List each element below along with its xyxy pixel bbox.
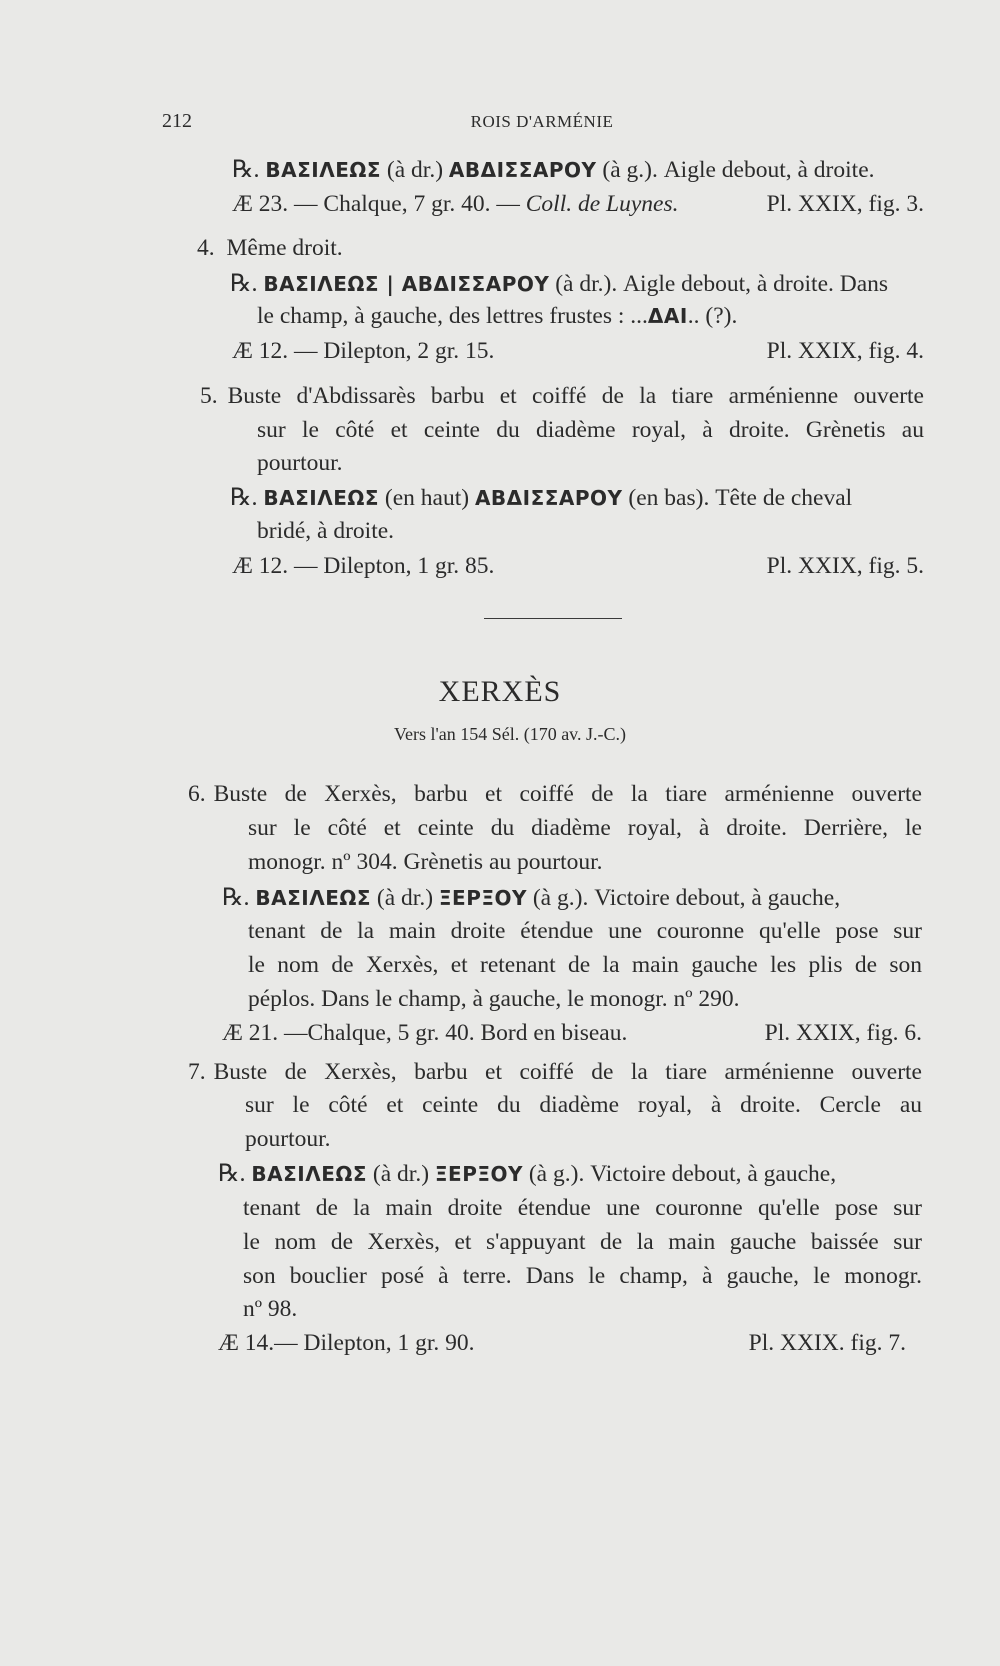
entry-number: 5. xyxy=(200,383,218,409)
entry-6-description: Æ 21. —Chalque, 5 gr. 40. Bord en biseau. Pl. XXIX, fig. 6. xyxy=(222,1020,922,1046)
collection-name: Coll. de Luynes. xyxy=(525,191,679,217)
entry-5-reverse-line-2: bridé, à droite. xyxy=(257,518,395,544)
reverse-label: ℞. xyxy=(232,157,260,183)
reverse-label: ℞. xyxy=(222,885,250,911)
greek-legend: ΒΑΣΙΛΕΩΣ | ΑΒΔΙΣΣΑΡΟΥ xyxy=(263,272,550,296)
greek-legend: ΒΑΣΙΛΕΩΣ xyxy=(263,486,380,510)
entry-4-reverse-line-1: ℞. ΒΑΣΙΛΕΩΣ | ΑΒΔΙΣΣΑΡΟΥ (à dr.). Aigle debout, à droite. Dans xyxy=(230,271,889,297)
entry-7-obverse-line-3: pourtour. xyxy=(245,1126,331,1152)
greek-legend: ΒΑΣΙΛΕΩΣ xyxy=(255,886,372,910)
entry-5-obverse-line-2: sur le côté et ceinte du diadème royal, à droite. Grènetis au xyxy=(257,417,924,443)
greek-legend: ΑΒΔΙΣΣΑΡΟΥ xyxy=(474,486,623,510)
greek-legend: ΒΑΣΙΛΕΩΣ xyxy=(251,1162,368,1186)
entry-7-obverse-line-1: 7. Buste de Xerxès, barbu et coiffé de la tiare arménienne ouverte xyxy=(188,1059,922,1085)
greek-legend: ΔΑΙ xyxy=(647,304,688,328)
entry-6-reverse-line-3: le nom de Xerxès, et retenant de la main gauche les plis de son xyxy=(248,952,922,978)
entry-6-obverse-line-2: sur le côté et ceinte du diadème royal, à droite. Derrière, le xyxy=(248,815,922,841)
entry-7-reverse-line-5: nº 98. xyxy=(243,1296,298,1322)
entry-7-obverse-line-2: sur le côté et ceinte du diadème royal, à droite. Cercle au xyxy=(245,1092,922,1118)
page-number: 212 xyxy=(162,110,192,132)
greek-legend: ΞΕΡΞΟΥ xyxy=(434,1162,523,1186)
entry-3-reverse-line-1: ℞. ΒΑΣΙΛΕΩΣ (à dr.) ΑΒΔΙΣΣΑΡΟΥ (à g.). Aigle debout, à droite. xyxy=(232,157,875,183)
reverse-label: ℞. xyxy=(230,485,258,511)
running-title: ROIS D'ARMÉNIE xyxy=(470,112,614,131)
entry-7-reverse-line-3: le nom de Xerxès, et s'appuyant de la main gauche baissée sur xyxy=(243,1229,922,1255)
entry-5-obverse-line-3: pourtour. xyxy=(257,450,343,476)
entry-6-reverse-line-2: tenant de la main droite étendue une couronne qu'elle pose sur xyxy=(248,918,922,944)
entry-5-obverse-line-1: 5. Buste d'Abdissarès barbu et coiffé de la tiare arménienne ouverte xyxy=(200,383,924,409)
running-head xyxy=(162,110,922,140)
reverse-label: ℞. xyxy=(230,271,258,297)
greek-legend: ΞΕΡΞΟΥ xyxy=(438,886,527,910)
entry-3-description: Æ 23. — Chalque, 7 gr. 40. — Coll. de Luynes. Pl. XXIX, fig. 3. xyxy=(232,191,924,217)
entry-number: 6. xyxy=(188,781,206,807)
entry-6-reverse-line-4: péplos. Dans le champ, à gauche, le monogr. nº 290. xyxy=(248,986,740,1012)
entry-4-obverse: 4. Même droit. xyxy=(197,235,343,261)
plate-reference: Pl. XXIX, fig. 6. xyxy=(764,1020,922,1046)
entry-5-description: Æ 12. — Dilepton, 1 gr. 85. Pl. XXIX, fig. 5. xyxy=(232,553,924,579)
section-subtitle: Vers l'an 154 Sél. (170 av. J.-C.) xyxy=(393,724,627,744)
section-divider xyxy=(484,618,622,619)
entry-7-reverse-line-1: ℞. ΒΑΣΙΛΕΩΣ (à dr.) ΞΕΡΞΟΥ (à g.). Victoire debout, à gauche, xyxy=(218,1161,837,1187)
plate-reference: Pl. XXIX. fig. 7. xyxy=(748,1330,906,1356)
entry-number: 4. xyxy=(197,235,215,261)
entry-5-reverse-line-1: ℞. ΒΑΣΙΛΕΩΣ (en haut) ΑΒΔΙΣΣΑΡΟΥ (en bas). Tête de cheval xyxy=(230,485,853,511)
greek-legend: ΒΑΣΙΛΕΩΣ xyxy=(265,158,382,182)
entry-7-reverse-line-4: son bouclier posé à terre. Dans le champ, à gauche, le monogr. xyxy=(243,1263,922,1289)
plate-reference: Pl. XXIX, fig. 5. xyxy=(766,553,924,579)
section-title: XERXÈS xyxy=(438,675,562,708)
entry-4-description: Æ 12. — Dilepton, 2 gr. 15. Pl. XXIX, fig. 4. xyxy=(232,338,924,364)
greek-legend: ΑΒΔΙΣΣΑΡΟΥ xyxy=(448,158,597,182)
entry-6-obverse-line-3: monogr. nº 304. Grènetis au pourtour. xyxy=(248,849,603,875)
plate-reference: Pl. XXIX, fig. 4. xyxy=(766,338,924,364)
entry-6-obverse-line-1: 6. Buste de Xerxès, barbu et coiffé de la tiare arménienne ouverte xyxy=(188,781,922,807)
entry-6-reverse-line-1: ℞. ΒΑΣΙΛΕΩΣ (à dr.) ΞΕΡΞΟΥ (à g.). Victoire debout, à gauche, xyxy=(222,885,841,911)
entry-7-reverse-line-2: tenant de la main droite étendue une couronne qu'elle pose sur xyxy=(243,1195,922,1221)
plate-reference: Pl. XXIX, fig. 3. xyxy=(766,191,924,217)
entry-7-description: Æ 14.— Dilepton, 1 gr. 90. Pl. XXIX. fig. 7. xyxy=(218,1330,906,1356)
reverse-label: ℞. xyxy=(218,1161,246,1187)
entry-4-reverse-line-2: le champ, à gauche, des lettres frustes : ...ΔΑΙ.. (?). xyxy=(257,303,738,329)
entry-number: 7. xyxy=(188,1059,206,1085)
